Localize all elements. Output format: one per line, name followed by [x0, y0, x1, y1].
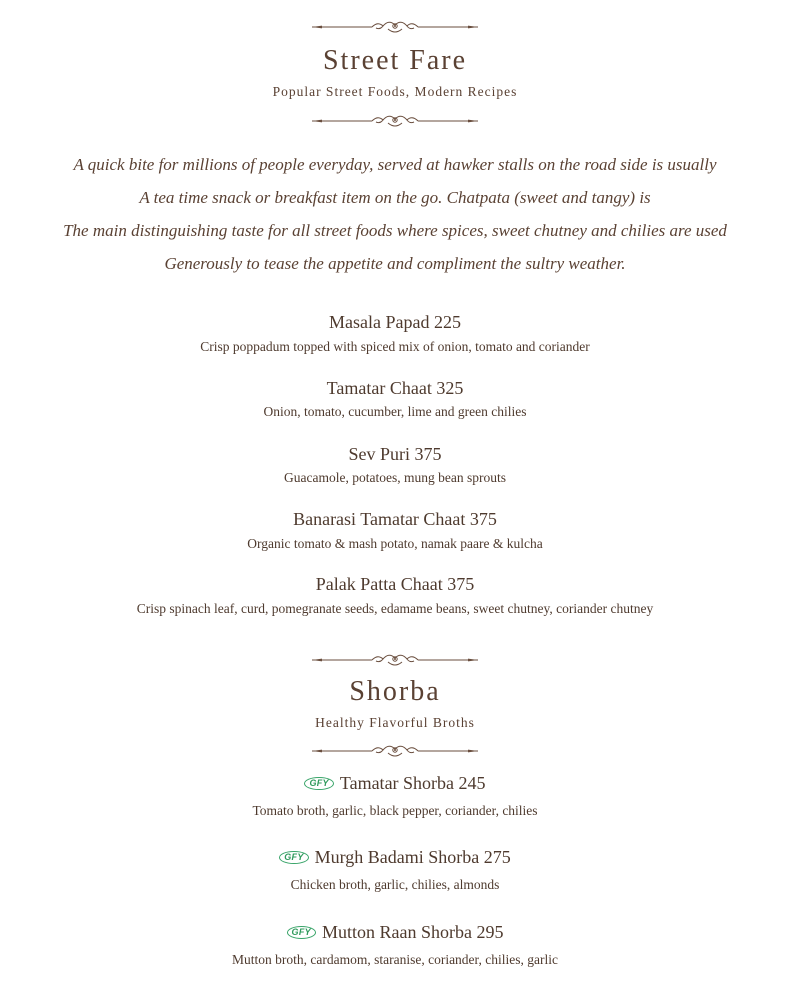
- gfy-badge-icon: GFY: [287, 926, 316, 939]
- menu-item-name-row: [0, 922, 790, 943]
- menu-item-name: Sev Puri 375: [348, 444, 442, 464]
- menu-item-name: Murgh Badami Shorba 275: [314, 847, 511, 867]
- menu-item-name: Palak Patta Chaat 375: [315, 574, 475, 594]
- menu-item-name: Tamatar Chaat 325: [326, 378, 464, 398]
- menu-item-name: Masala Papad 225: [329, 312, 461, 332]
- intro-line: A tea time snack or breakfast item on the go. Chatpata (sweet and tangy) is: [139, 188, 651, 207]
- menu-item-name: Mutton Raan Shorba 295: [321, 922, 504, 942]
- street-fare-subtitle: Popular Street Foods, Modern Recipes: [272, 84, 518, 99]
- menu-item-name: Tamatar Shorba 245: [339, 773, 486, 793]
- menu-item-desc: Mutton broth, cardamom, staranise, coriander, chilies, garlic: [232, 952, 558, 967]
- street-fare-title: Street Fare: [322, 45, 468, 76]
- intro-line: A quick bite for millions of people everyday, served at hawker stalls on the road side is usually: [73, 155, 717, 174]
- shorba-title: Shorba: [349, 676, 441, 707]
- shorba-subtitle: Healthy Flavorful Broths: [315, 715, 475, 730]
- shorba-top-flourish-icon: [310, 650, 480, 670]
- top-flourish-icon: [310, 17, 480, 37]
- menu-item-desc: Tomato broth, garlic, black pepper, coriander, chilies: [252, 803, 538, 818]
- menu-item-desc: Guacamole, potatoes, mung bean sprouts: [284, 470, 506, 485]
- gfy-badge-icon: GFY: [279, 851, 308, 864]
- menu-item-desc: Crisp spinach leaf, curd, pomegranate seeds, edamame beans, sweet chutney, coriander chutney: [136, 601, 654, 616]
- intro-line: Generously to tease the appetite and compliment the sultry weather.: [164, 254, 626, 273]
- menu-item-name-row: [0, 773, 790, 794]
- street-fare-intro: [0, 148, 790, 280]
- street-fare-bottom-flourish-icon: [310, 111, 480, 131]
- menu-item-desc: Organic tomato & mash potato, namak paare & kulcha: [247, 536, 543, 551]
- intro-line: The main distinguishing taste for all street foods where spices, sweet chutney and chilies are used: [63, 221, 727, 240]
- menu-item-desc: Crisp poppadum topped with spiced mix of onion, tomato and coriander: [200, 339, 590, 354]
- gfy-badge-icon: GFY: [304, 777, 333, 790]
- shorba-bottom-flourish-icon: [310, 741, 480, 761]
- menu-item-name: Banarasi Tamatar Chaat 375: [293, 509, 497, 529]
- menu-item-desc: Chicken broth, garlic, chilies, almonds: [290, 877, 500, 892]
- menu-item-name-row: [0, 847, 790, 868]
- menu-item-desc: Onion, tomato, cucumber, lime and green chilies: [263, 404, 527, 419]
